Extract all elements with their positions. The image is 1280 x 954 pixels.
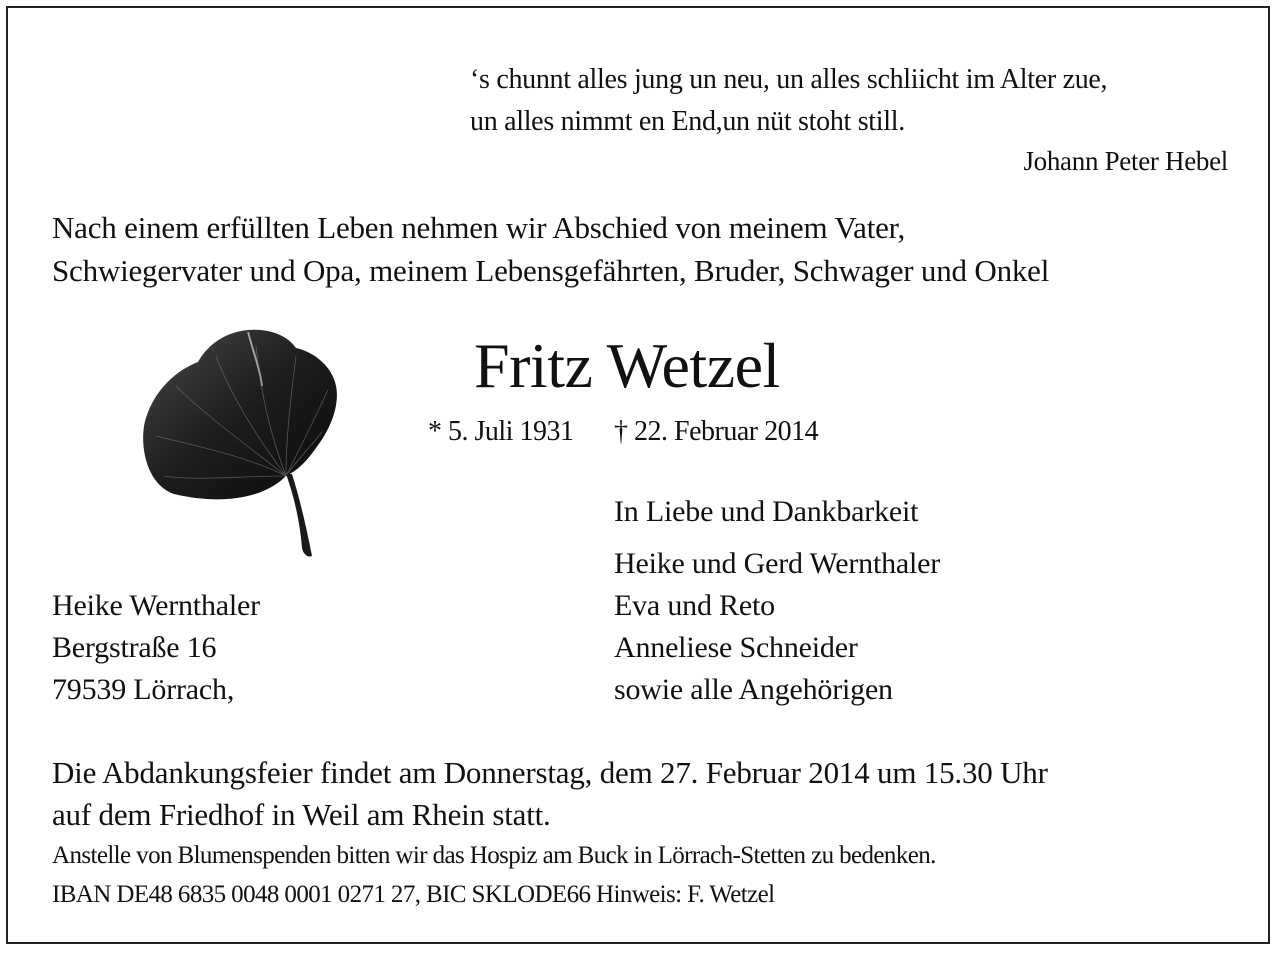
address-city: 79539 Lörrach, <box>52 673 235 706</box>
mourner-name: Heike und Gerd Wernthaler <box>614 547 941 580</box>
deceased-name: Fritz Wetzel <box>474 330 780 401</box>
birth-date: * 5. Juli 1931 <box>428 416 574 447</box>
ginkgo-leaf-icon <box>136 326 346 562</box>
donation-line-2: IBAN DE48 6835 0048 0001 0271 27, BIC SKLODE66 Hinweis: F. Wetzel <box>52 881 775 908</box>
quote-line-1: ‘s chunnt alles jung un neu, un alles schliicht im Alter zue, <box>470 64 1108 95</box>
quote-line-2: un alles nimmt en End,un nüt stoht still. <box>470 106 905 137</box>
mourner-name: Eva und Reto <box>614 589 775 622</box>
mourner-name: Anneliese Schneider <box>614 631 858 664</box>
intro-line-2: Schwiegervater und Opa, meinem Lebensgefährten, Bruder, Schwager und Onkel <box>52 253 1050 288</box>
mourner-name: sowie alle Angehörigen <box>614 673 893 706</box>
service-line-2: auf dem Friedhof in Weil am Rhein statt. <box>52 797 551 832</box>
service-line-1: Die Abdankungsfeier findet am Donnerstag, dem 27. Februar 2014 um 15.30 Uhr <box>52 755 1048 790</box>
quote-author: Johann Peter Hebel <box>1023 146 1228 176</box>
mourners-heading: In Liebe und Dankbarkeit <box>614 495 919 528</box>
death-date: † 22. Februar 2014 <box>614 416 819 447</box>
donation-line-1: Anstelle von Blumenspenden bitten wir das Hospiz am Buck in Lörrach-Stetten zu bedenken. <box>52 842 936 869</box>
intro-line-1: Nach einem erfüllten Leben nehmen wir Abschied von meinem Vater, <box>52 210 906 245</box>
address-street: Bergstraße 16 <box>52 631 217 664</box>
address-name: Heike Wernthaler <box>52 589 260 622</box>
